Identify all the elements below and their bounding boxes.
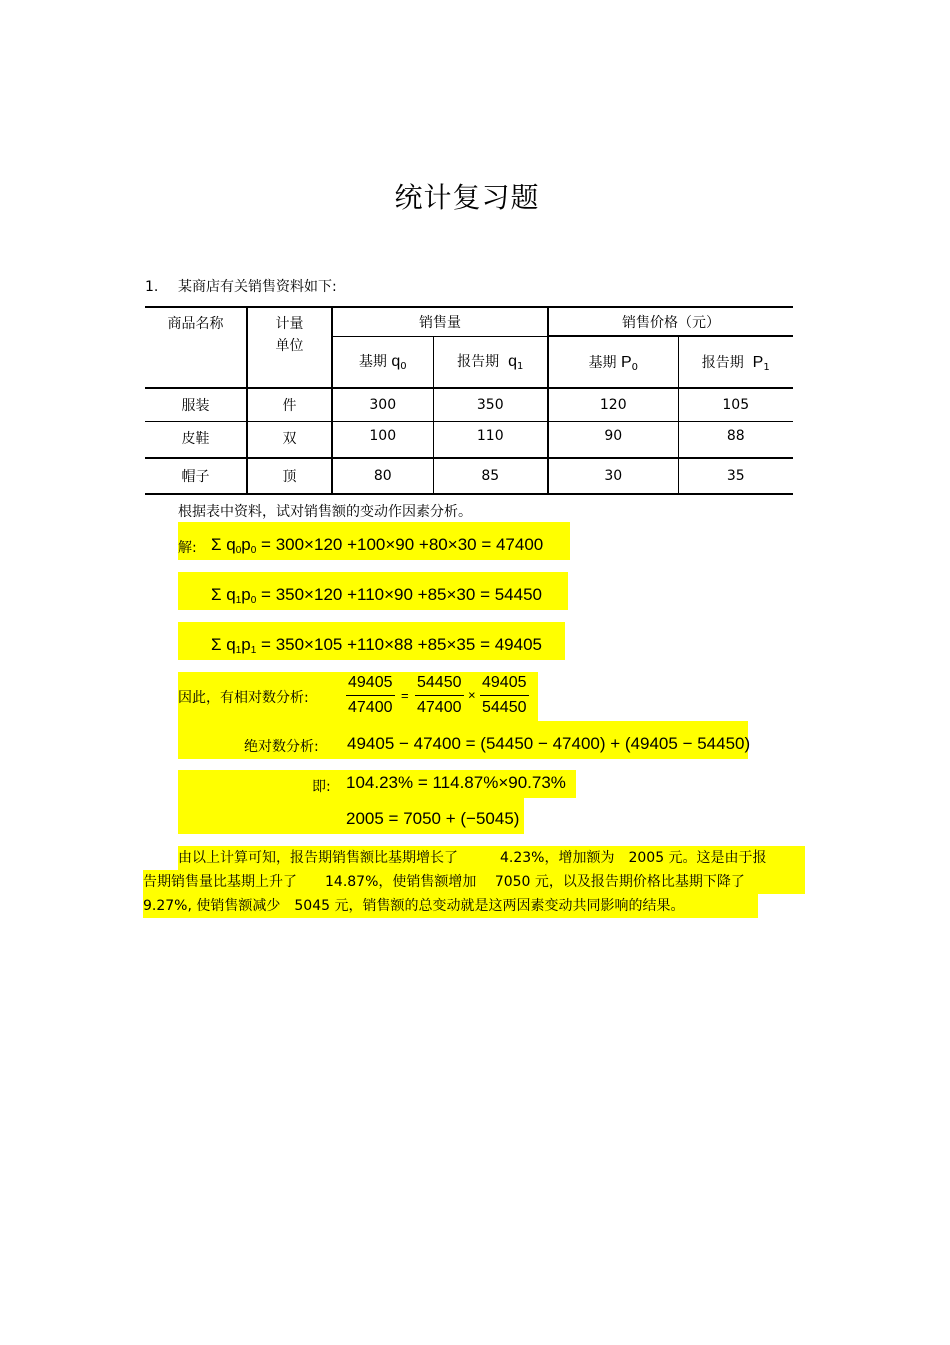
header-sales-qty: 销售量 bbox=[332, 307, 548, 336]
question-text: 某商店有关销售资料如下: bbox=[178, 279, 337, 295]
instruction: 根据表中资料，试对销售额的变动作因素分析。 bbox=[178, 504, 472, 520]
sum-icon: Σ bbox=[211, 535, 222, 554]
sum-icon: Σ bbox=[211, 635, 222, 654]
absolute-analysis: 49405 − 47400 = (54450 − 47400) + (49405 − 54450) bbox=[347, 734, 751, 753]
header-report-p: 报告期 $P_1$ bbox=[678, 336, 793, 388]
solution-label: 解: bbox=[178, 540, 197, 556]
header-report-q: 报告期 $q_1$ bbox=[433, 336, 548, 388]
ie-equation-2: 2005 = 7050 + (−5045) bbox=[346, 809, 520, 828]
equation-2: Σ $q_1p_0 = 350\times 120 +110\times 90 +85\times 30 = 54450$ bbox=[211, 585, 542, 606]
equation-1: Σ $q_0p_0 = 300\times 120 +100\times 90 +80\times 30 = 47400$ bbox=[211, 535, 544, 556]
table-row: 服装 件 300 350 120 105 bbox=[145, 388, 793, 421]
header-base-q: 基期 $q_0$ bbox=[332, 336, 433, 388]
fraction: $\frac{49405}{54450}$ bbox=[482, 674, 527, 716]
ie-label: 即: bbox=[312, 779, 331, 795]
table-row: 皮鞋 双 100 110 90 88 bbox=[145, 421, 793, 458]
fraction: $\frac{54450}{47400}$ bbox=[417, 674, 462, 716]
question-number: 1. bbox=[145, 279, 159, 295]
question-1 bbox=[145, 276, 337, 296]
header-unit-line2: 单位 bbox=[275, 338, 304, 354]
header-unit-line1: 计量 bbox=[275, 316, 304, 332]
sales-table bbox=[145, 306, 793, 495]
table-row: 帽子 顶 80 85 30 35 bbox=[145, 458, 793, 494]
page-title: 统计复习题 bbox=[394, 181, 540, 214]
header-unit bbox=[247, 307, 332, 388]
header-name: 商品名称 bbox=[145, 307, 247, 388]
conclusion-line-2: 告期销售量比基期上升了 14.87%，使销售额增加 7050 元，以及报告期价格比基期下降了 bbox=[143, 874, 745, 890]
relative-label: 因此，有相对数分析: bbox=[178, 690, 309, 706]
relative-analysis: $\frac{49405}{47400}$ = $\frac{54450}{47400}$ × $\frac{49405}{54450}$ bbox=[348, 674, 527, 716]
header-base-p: 基期 $P_0$ bbox=[548, 336, 678, 388]
conclusion-line-3: 9.27%, 使销售额减少 5045 元，销售额的总变动就是这两因素变动共同影响的结果。 bbox=[143, 898, 685, 914]
fraction: $\frac{49405}{47400}$ bbox=[348, 674, 393, 716]
conclusion-line-1: 由以上计算可知，报告期销售额比基期增长了 4.23%，增加额为 2005 元。这是由于报 bbox=[178, 850, 767, 866]
ie-equation-1: 104.23% = 114.87%×90.73% bbox=[346, 773, 566, 792]
equation-3: Σ $q_1p_1 = 350\times 105 +110\times 88 +85\times 35 = 49405$ bbox=[211, 635, 542, 656]
header-price: 销售价格（元） bbox=[548, 307, 793, 336]
sum-icon: Σ bbox=[211, 585, 222, 604]
absolute-label: 绝对数分析: bbox=[244, 739, 319, 755]
